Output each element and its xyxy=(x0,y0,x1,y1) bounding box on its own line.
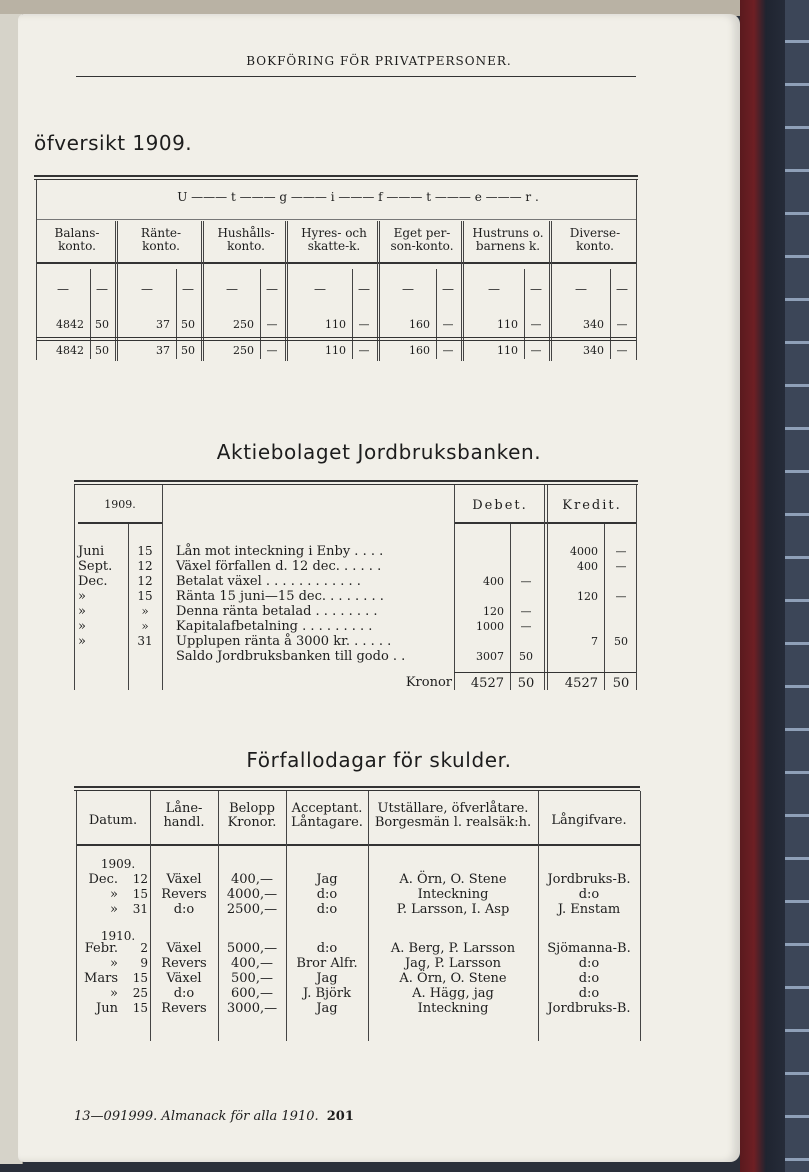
column-divider xyxy=(636,180,637,360)
ore-cell: — xyxy=(530,318,542,331)
s3-belopp: 400,— xyxy=(231,872,273,887)
s3-header-cell: Acceptant. Låntagare. xyxy=(291,801,363,830)
s2-kredit: 120 xyxy=(577,590,598,603)
amount-cell: 4842 xyxy=(56,344,84,357)
s3-month: » xyxy=(110,887,118,902)
ore-cell: — xyxy=(266,344,278,357)
s2-day: » xyxy=(141,604,149,618)
ore-cell: 50 xyxy=(181,318,195,331)
amount-cell: 110 xyxy=(325,318,346,331)
s3-langifvare: d:o xyxy=(578,986,600,1001)
dash-cell: — xyxy=(488,282,500,296)
section3-title: Förfallodagar för skulder. xyxy=(246,748,512,772)
s3-day: 15 xyxy=(132,1001,148,1015)
s3-day: 9 xyxy=(140,956,148,970)
s3-day: 2 xyxy=(140,941,148,955)
ore-cell: 50 xyxy=(95,318,109,331)
s3-month: Dec. xyxy=(88,872,118,887)
s2-total-debet-ore: 50 xyxy=(517,676,535,691)
s2-top-rule xyxy=(74,480,638,482)
dash-cell: — xyxy=(616,282,628,296)
s3-belopp: 4000,— xyxy=(226,887,278,902)
s3-handl: Revers xyxy=(161,887,207,902)
s1-span-header: U ——— t ——— g ——— i ——— f ——— t ——— e ——— r . xyxy=(177,190,539,204)
s3-langifvare: Jordbruks-B. xyxy=(547,1001,631,1016)
ore-cell: — xyxy=(442,318,454,331)
s3-month: Mars xyxy=(84,971,118,986)
s3-utstallare: P. Larsson, I. Asp xyxy=(396,902,510,917)
ore-cell: 50 xyxy=(181,344,195,357)
ore-cell: — xyxy=(358,344,370,357)
amount-cell: 37 xyxy=(156,344,170,357)
dash-cell: — xyxy=(182,282,194,296)
s2-kredit: 400 xyxy=(577,560,598,573)
s1-top-rule2 xyxy=(34,179,638,180)
amount-cell: 37 xyxy=(156,318,170,331)
s3-langifvare: d:o xyxy=(578,956,600,971)
s3-day: 12 xyxy=(132,872,148,886)
s2-month: » xyxy=(78,634,86,649)
s2-month: Dec. xyxy=(78,574,108,589)
column-divider xyxy=(162,485,163,690)
running-head: BOKFÖRING FÖR PRIVATPERSONER. xyxy=(246,54,512,68)
background-stripes xyxy=(785,0,809,1172)
dash-cell: — xyxy=(226,282,238,296)
dash-cell: — xyxy=(575,282,587,296)
s1-sum-rule2 xyxy=(36,340,636,341)
s3-utstallare: Inteckning xyxy=(417,887,489,902)
s3-belopp: 5000,— xyxy=(226,941,278,956)
s3-header-cell: Låne- handl. xyxy=(163,801,205,830)
s2-kredit-ore: 50 xyxy=(614,635,628,648)
s3-day: 31 xyxy=(132,902,148,916)
ore-cell: — xyxy=(616,344,628,357)
s3-belopp: 400,— xyxy=(231,956,273,971)
s3-acceptant: d:o xyxy=(316,902,338,917)
s2-debet-ore: 50 xyxy=(519,650,533,663)
s2-entry-text: Saldo Jordbruksbanken till godo . . xyxy=(176,649,406,664)
s3-header-cell: Utställare, öfverlåtare. Borgesmän l. realsäk:h. xyxy=(374,801,532,830)
s3-year-1910: 1910. xyxy=(100,929,136,943)
amount-cell: 110 xyxy=(325,344,346,357)
s3-month: » xyxy=(110,986,118,1001)
s3-belopp: 500,— xyxy=(231,971,273,986)
s1-top-rule xyxy=(34,175,638,177)
s2-entry-text: Upplupen ränta å 3000 kr. . . . . . xyxy=(176,634,392,649)
dash-cell: — xyxy=(96,282,108,296)
book-page xyxy=(18,14,740,1162)
s2-entry-text: Ränta 15 juni—15 dec. . . . . . . . xyxy=(176,589,384,604)
s2-total-rule xyxy=(454,672,636,673)
s3-utstallare: A. Berg, P. Larsson xyxy=(390,941,516,956)
s3-belopp: 3000,— xyxy=(226,1001,278,1016)
amount-cell: 340 xyxy=(583,344,604,357)
s2-month: » xyxy=(78,604,86,619)
ore-divider xyxy=(510,524,511,690)
amount-cell: 4842 xyxy=(56,318,84,331)
s2-amount-rule xyxy=(454,522,636,524)
dash-cell: — xyxy=(358,282,370,296)
column-header: Hushålls- konto. xyxy=(217,226,275,253)
column-header: Eget per- son-konto. xyxy=(390,226,454,253)
s3-day: 15 xyxy=(132,887,148,901)
amount-cell: 110 xyxy=(497,318,518,331)
s2-total-label: Kronor xyxy=(405,675,452,690)
column-header: Hyres- och skatte-k. xyxy=(301,226,367,253)
s2-day: 31 xyxy=(137,634,153,648)
amount-cell: 160 xyxy=(409,344,430,357)
s2-month: Juni xyxy=(78,544,105,559)
s3-acceptant: Jag xyxy=(316,872,338,887)
table-border xyxy=(74,485,75,690)
column-divider xyxy=(547,485,548,690)
page-number: 201 xyxy=(326,1109,354,1124)
ore-cell: 50 xyxy=(95,344,109,357)
s3-table-border xyxy=(76,791,77,1041)
s2-kredit-ore: — xyxy=(615,590,627,603)
s3-langifvare: Jordbruks-B. xyxy=(547,872,631,887)
s3-header-cell: Belopp Kronor. xyxy=(227,801,277,830)
dash-cell: — xyxy=(141,282,153,296)
s2-kredit-label: Kredit. xyxy=(562,498,622,513)
ore-cell: — xyxy=(442,344,454,357)
s2-debet: 3007 xyxy=(476,650,504,663)
s2-month: » xyxy=(78,619,86,634)
s3-top-rule2 xyxy=(74,790,640,791)
ore-divider xyxy=(604,524,605,690)
s3-table-border xyxy=(640,791,641,1041)
column-header: Hustruns o. barnens k. xyxy=(472,226,544,253)
s3-belopp: 2500,— xyxy=(226,902,278,917)
s3-month: » xyxy=(110,956,118,971)
s3-langifvare: d:o xyxy=(578,971,600,986)
s2-month: Sept. xyxy=(78,559,113,574)
s3-acceptant: Bror Alfr. xyxy=(296,956,358,971)
column-header: Balans- konto. xyxy=(54,226,100,253)
section2-title: Aktiebolaget Jordbruksbanken. xyxy=(216,440,542,464)
footer-imprint: 13—091999. Almanack för alla 1910. xyxy=(74,1109,319,1124)
ore-cell: — xyxy=(266,318,278,331)
s2-top-rule2 xyxy=(74,484,638,485)
s3-acceptant: Jag xyxy=(316,971,338,986)
section1-title: öfversikt 1909. xyxy=(34,131,193,155)
dash-cell: — xyxy=(442,282,454,296)
s2-year: 1909. xyxy=(104,498,136,511)
s2-entry-text: Växel förfallen d. 12 dec. . . . . . xyxy=(176,559,382,574)
s3-handl: Växel xyxy=(166,941,202,956)
s1-span-rule xyxy=(36,219,636,220)
s3-acceptant: Jag xyxy=(316,1001,338,1016)
s1-sum-rule xyxy=(36,337,636,338)
s2-debet: 120 xyxy=(483,605,504,618)
s2-debet-ore: — xyxy=(520,620,532,633)
dash-cell: — xyxy=(402,282,414,296)
s2-debet-label: Debet. xyxy=(472,498,528,513)
s3-header-rule xyxy=(76,844,640,846)
s2-entry-text: Lån mot inteckning i Enby . . . . xyxy=(176,544,384,559)
s3-acceptant: d:o xyxy=(316,887,338,902)
s3-langifvare: J. Enstam xyxy=(557,902,621,917)
s2-debet: 1000 xyxy=(476,620,504,633)
s3-utstallare: A. Hägg, jag xyxy=(412,986,494,1001)
s2-debet-ore: — xyxy=(520,575,532,588)
table-border xyxy=(636,485,637,690)
s3-handl: Växel xyxy=(166,971,202,986)
s3-acceptant: d:o xyxy=(316,941,338,956)
s2-entry-text: Betalat växel . . . . . . . . . . . . xyxy=(176,574,361,589)
s2-day: 12 xyxy=(137,559,153,573)
s3-handl: Revers xyxy=(161,1001,207,1016)
s3-day: 15 xyxy=(132,971,148,985)
column-header: Ränte- konto. xyxy=(140,226,182,253)
s2-day: 12 xyxy=(137,574,153,588)
s3-top-rule xyxy=(74,786,640,788)
ore-cell: — xyxy=(530,344,542,357)
s2-kredit-ore: — xyxy=(615,560,627,573)
amount-cell: 340 xyxy=(583,318,604,331)
dash-cell: — xyxy=(266,282,278,296)
s3-header-cell: Datum. xyxy=(88,813,138,828)
s3-langifvare: d:o xyxy=(578,887,600,902)
s3-month: Jun xyxy=(96,1001,118,1016)
head-rule xyxy=(76,76,636,77)
s2-kredit-ore: — xyxy=(615,545,627,558)
page-footer xyxy=(74,1109,354,1124)
s2-day: 15 xyxy=(137,589,153,603)
ore-cell: — xyxy=(616,318,628,331)
amount-cell: 110 xyxy=(497,344,518,357)
s3-day: 25 xyxy=(132,986,148,1000)
s3-handl: d:o xyxy=(173,902,195,917)
s3-utstallare: A. Örn, O. Stene xyxy=(399,971,507,986)
s2-debet: 400 xyxy=(483,575,504,588)
s2-total-kredit-ore: 50 xyxy=(612,676,630,691)
s3-utstallare: A. Örn, O. Stene xyxy=(399,872,507,887)
amount-cell: 160 xyxy=(409,318,430,331)
column-header: Diverse- konto. xyxy=(569,226,621,253)
s2-day: 15 xyxy=(137,544,153,558)
ore-cell: — xyxy=(358,318,370,331)
s2-day: » xyxy=(141,619,149,633)
s2-year-rule xyxy=(78,522,162,524)
s2-month: » xyxy=(78,589,86,604)
s2-total-debet: 4527 xyxy=(470,676,504,691)
s3-header-cell: Långifvare. xyxy=(551,813,627,828)
column-divider xyxy=(128,524,129,690)
s3-belopp: 600,— xyxy=(231,986,273,1001)
s3-handl: Växel xyxy=(166,872,202,887)
s2-kredit: 4000 xyxy=(570,545,598,558)
s3-utstallare: Jag, P. Larsson xyxy=(404,956,502,971)
s2-entry-text: Kapitalafbetalning . . . . . . . . . xyxy=(176,619,373,634)
s2-entry-text: Denna ränta betalad . . . . . . . . xyxy=(176,604,378,619)
s3-month: » xyxy=(110,902,118,917)
amount-cell: 250 xyxy=(233,318,254,331)
column-divider xyxy=(544,485,545,690)
s1-header-rule xyxy=(36,262,636,264)
s3-langifvare: Sjömanna-B. xyxy=(547,941,631,956)
s2-kredit: 7 xyxy=(591,635,598,648)
dash-cell: — xyxy=(314,282,326,296)
s3-month: Febr. xyxy=(84,941,118,956)
s2-debet-ore: — xyxy=(520,605,532,618)
s3-year-1909: 1909. xyxy=(100,857,136,871)
s3-utstallare: Inteckning xyxy=(417,1001,489,1016)
amount-cell: 250 xyxy=(233,344,254,357)
s2-total-kredit: 4527 xyxy=(564,676,598,691)
s3-handl: Revers xyxy=(161,956,207,971)
s3-handl: d:o xyxy=(173,986,195,1001)
column-divider xyxy=(36,180,37,360)
dash-cell: — xyxy=(530,282,542,296)
s3-acceptant: J. Björk xyxy=(303,986,351,1001)
dash-cell: — xyxy=(57,282,69,296)
